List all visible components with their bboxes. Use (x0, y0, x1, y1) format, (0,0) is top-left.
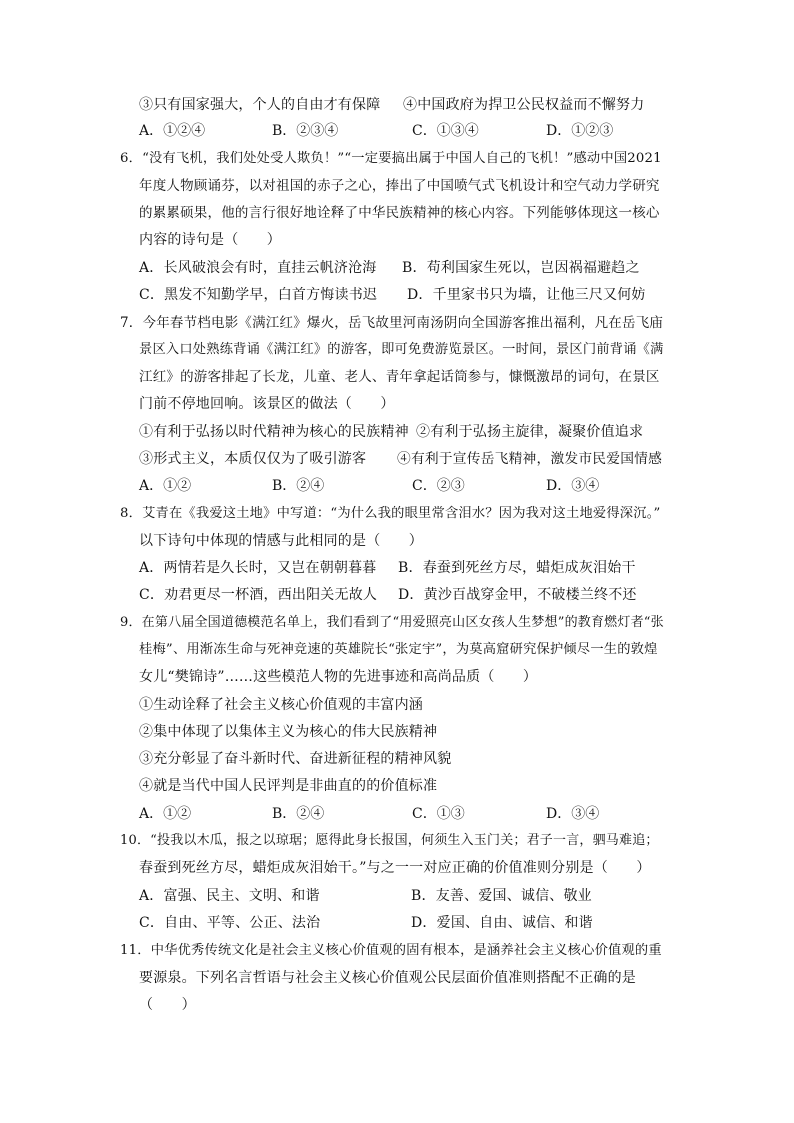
q7-option-c: C．②③ (412, 478, 465, 494)
q7-stem-line: 景区入口处熟练背诵《满江红》的游客，即可免费游览景区。一时间，景区门前背诵《满 (139, 342, 664, 357)
q7-option-d: D．③④ (546, 478, 600, 494)
q6-stem-line: 年度人物顾诵芬，以对祖国的赤子之心，捧出了中国喷气式飞机设计和空气动力学研究 (139, 178, 660, 194)
q5-option-c: C．①③④ (412, 123, 479, 139)
q5-item-3: ③只有国家强大，个人的自由才有保障 (139, 97, 381, 113)
q5-item-4: ④中国政府为捍卫公民权益而不懈努力 (403, 97, 645, 113)
q7-item-4: ④有利于宣传岳飞精神，激发市民爱国情感 (397, 451, 663, 467)
q7-stem-line: 7．今年春节档电影《满江红》爆火，岳飞故里河南汤阴向全国游客推出福利，凡在岳飞庙 (120, 315, 664, 331)
q9-option-a: A．①② (139, 806, 192, 822)
q6-option-b: B．苟利国家生死以，岂因祸福避趋之 (402, 260, 640, 276)
q8-option-d: D．黄沙百战穿金甲，不破楼兰终不还 (398, 587, 637, 603)
q5-option-b: B．②③④ (272, 123, 339, 139)
q6-stem-line: 内容的诗句是（ ） (139, 232, 281, 248)
q6-option-d: D．千里家书只为墙，让他三尺又何妨 (407, 287, 646, 303)
q7-item-3: ③形式主义，本质仅仅为了吸引游客 (139, 451, 367, 467)
q9-item-2: ②集中体现了以集体主义为核心的伟大民族精神 (139, 724, 438, 740)
q7-stem-line: 门前不停地回响。该景区的做法（ ） (139, 396, 395, 412)
q5-option-a: A．①②④ (139, 123, 206, 139)
q6-stem-line: 6．“没有飞机，我们处处受人欺负！”“一定要搞出属于中国人自己的飞机！”感动中国2021 (120, 151, 662, 166)
q9-option-c: C．①③ (412, 806, 465, 822)
q9-stem-line: 桂梅”、用渐冻生命与死神竞速的英雄院长“张定宇”，为莫高窟研究保护倾尽一生的敦煌 (139, 642, 658, 657)
q9-item-1: ①生动诠释了社会主义核心价值观的丰富内涵 (139, 697, 423, 713)
q7-option-a: A．①② (139, 478, 192, 494)
q8-stem-line: 8．艾青在《我爱这土地》中写道：“为什么我的眼里常含泪水？因为我对这土地爱得深沉。” (120, 506, 661, 521)
q10-option-b: B．友善、爱国、诚信、敬业 (411, 888, 592, 904)
q6-option-a: A．长风破浪会有时，直挂云帆济沧海 (139, 260, 377, 276)
q10-option-d: D．爱国、自由、诚信、和谐 (411, 915, 593, 931)
q6-stem-line: 的累累硕果，他的言行很好地诠释了中华民族精神的核心内容。下列能够体现这一核心 (139, 205, 660, 221)
q5-option-d: D．①②③ (546, 123, 614, 139)
q9-option-b: B．②④ (272, 806, 325, 822)
q10-stem-line: 春蚕到死丝方尽，蜡炬成灰泪始干。”与之一一对应正确的价值准则分别是（ ） (139, 860, 651, 876)
q7-option-b: B．②④ (272, 478, 325, 494)
q7-item-1: ①有利于弘扬以时代精神为核心的民族精神 (139, 424, 409, 440)
q9-stem-line: 9．在第八届全国道德模范名单上，我们看到了“用爱照亮山区女孩人生梦想”的教育燃灯者“张 (120, 615, 664, 630)
q9-option-d: D．③④ (546, 806, 600, 822)
q7-item-2: ②有利于弘扬主旋律，凝聚价值追求 (416, 424, 644, 440)
q8-option-c: C．劝君更尽一杯酒，西出阳关无故人 (139, 587, 378, 603)
q11-stem-line: 要源泉。下列名言哲语与社会主义核心价值观公民层面价值准则搭配不正确的是 (139, 970, 636, 986)
q11-stem-line: （ ） (139, 997, 196, 1013)
q9-item-4: ④就是当代中国人民评判是非曲直的的价值标准 (139, 778, 438, 794)
q11-stem-line: 11．中华优秀传统文化是社会主义核心价值观的固有根本，是涵养社会主义核心价值观的重 (120, 943, 662, 958)
q10-option-c: C．自由、平等、公正、法治 (139, 915, 321, 931)
q9-stem-line: 女儿“樊锦诗”……这些模范人物的先进事迹和高尚品质（ ） (139, 669, 538, 685)
q8-option-a: A．两情若是久长时，又岂在朝朝暮暮 (139, 560, 377, 576)
q10-stem-line: 10．“投我以木瓜，报之以琼琚；愿得此身长报国，何须生入玉门关；君子一言，驷马难追； (120, 833, 659, 848)
q9-item-3: ③充分彰显了奋斗新时代、奋进新征程的精神风貌 (139, 751, 452, 767)
q8-stem-line: 以下诗句中体现的情感与此相同的是（ ） (139, 533, 423, 549)
q7-stem-line: 江红》的游客排起了长龙，儿童、老人、青年拿起话筒参与，慷慨激昂的词句，在景区 (139, 369, 660, 385)
q6-option-c: C．黑发不知勤学早，白首方悔读书迟 (139, 287, 378, 303)
q10-option-a: A．富强、民主、文明、和谐 (139, 888, 320, 904)
q8-option-b: B．春蚕到死丝方尽，蜡炬成灰泪始干 (398, 560, 636, 576)
